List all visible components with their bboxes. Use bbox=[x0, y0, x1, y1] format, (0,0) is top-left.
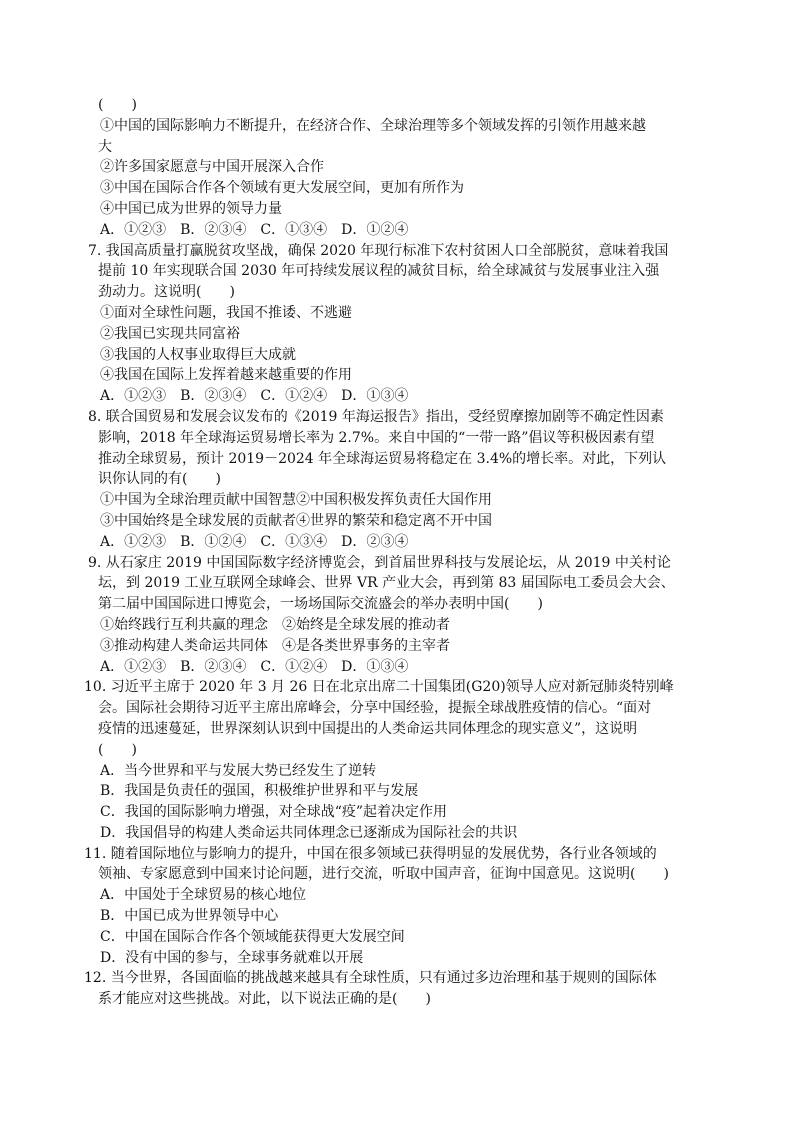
question-stem-line: 会。国际社会期待习近平主席出席峰会，分享中国经验，提振全球战胜疫情的信心。“面对 bbox=[98, 700, 652, 717]
statements-3-4: ③中国始终是全球发展的贡献者④世界的繁荣和稳定离不开中国 bbox=[100, 512, 492, 529]
question-10 bbox=[84, 677, 728, 843]
options: A．①②③ B．①②④ C．①③④ D．②③④ bbox=[100, 533, 409, 550]
question-11 bbox=[84, 844, 728, 969]
options: A．①②③ B．②③④ C．①③④ D．①②④ bbox=[100, 221, 409, 238]
question-6 bbox=[98, 95, 728, 241]
question-stem-line: 疫情的迅速蔓延，世界深刻认识到中国提出的人类命运共同体理念的现实意义”，这说明 bbox=[98, 720, 638, 737]
statements-1-2: ①始终践行互利共赢的理念 ②始终是全球发展的推动者 bbox=[100, 616, 450, 633]
question-stem-line: 提前 10 年实现联合国 2030 年可持续发展议程的减贫目标，给全球减贫与发展事业注入强 bbox=[98, 263, 660, 280]
options: A．①②③ B．②③④ C．①②④ D．①③④ bbox=[100, 388, 409, 405]
question-stem-line: 系才能应对这些挑战。对此，以下说法正确的是( ) bbox=[98, 991, 431, 1008]
question-stem: 8. 联合国贸易和发展会议发布的《2019 年海运报告》指出，受经贸摩擦加剧等不确定性因素 bbox=[88, 408, 664, 425]
question-12 bbox=[84, 968, 728, 1010]
option-d: D．我国倡导的构建人类命运共同体理念已逐渐成为国际社会的共识 bbox=[100, 824, 518, 841]
statement-1: ①中国的国际影响力不断提升，在经济合作、全球治理等多个领域发挥的引领作用越来越 bbox=[100, 117, 646, 134]
question-9 bbox=[88, 553, 728, 678]
answer-bracket: ( ) bbox=[98, 741, 137, 758]
statements-3-4: ③推动构建人类命运共同体 ④是各类世界事务的主宰者 bbox=[100, 637, 450, 654]
question-stem-line: 领袖、专家愿意到中国来讨论问题，进行交流，听取中国声音，征询中国意见。这说明( ) bbox=[98, 866, 669, 883]
question-7 bbox=[88, 241, 728, 407]
question-stem: 7. 我国高质量打赢脱贫攻坚战，确保 2020 年现行标准下农村贫困人口全部脱贫，意味着我国 bbox=[88, 242, 669, 259]
question-stem-line: 劲动力。这说明( ) bbox=[98, 284, 235, 301]
question-stem: 9. 从石家庄 2019 中国国际数字经济博览会，到首届世界科技与发展论坛，从 2019 中关村论 bbox=[88, 554, 671, 571]
statement-3: ③中国在国际合作各个领域有更大发展空间，更加有所作为 bbox=[100, 180, 464, 197]
question-stem-line: 第二届中国国际进口博览会，一场场国际交流盛会的举办表明中国( ) bbox=[98, 596, 543, 613]
options: A．①②③ B．②③④ C．①②④ D．①③④ bbox=[100, 658, 409, 675]
statements-1-2: ①中国为全球治理贡献中国智慧②中国积极发挥负责任大国作用 bbox=[100, 492, 492, 509]
option-d: D．没有中国的参与，全球事务就难以开展 bbox=[100, 949, 364, 966]
option-b: B．中国已成为世界领导中心 bbox=[100, 908, 279, 925]
question-stem-line: 影响，2018 年全球海运贸易增长率为 2.7%。来自中国的“一带一路”倡议等积极因素有望 bbox=[98, 429, 655, 446]
statement-1: ①面对全球性问题，我国不推诿、不逃避 bbox=[100, 304, 352, 321]
option-b: B．我国是负责任的强国，积极维护世界和平与发展 bbox=[100, 783, 419, 800]
question-8 bbox=[88, 407, 728, 553]
question-stem-line: 识你认同的有( ) bbox=[98, 471, 221, 488]
question-stem: 11. 随着国际地位与影响力的提升，中国在很多领域已获得明显的发展优势，各行业各领域的 bbox=[84, 845, 657, 862]
statement-3: ③我国的人权事业取得巨大成就 bbox=[100, 346, 296, 363]
option-a: A．中国处于全球贸易的核心地位 bbox=[100, 887, 307, 904]
option-a: A．当今世界和平与发展大势已经发生了逆转 bbox=[100, 762, 377, 779]
statement-2: ②许多国家愿意与中国开展深入合作 bbox=[100, 159, 324, 176]
option-c: C．中国在国际合作各个领域能获得更大发展空间 bbox=[100, 928, 405, 945]
statement-4: ④中国已成为世界的领导力量 bbox=[100, 200, 282, 217]
question-stem-line: 坛，到 2019 工业互联网全球峰会、世界 VR 产业大会，再到第 83 届国际电工委员会大会、 bbox=[98, 575, 675, 592]
document-page bbox=[84, 95, 728, 1010]
question-stem: 10. 习近平主席于 2020 年 3 月 26 日在北京出席二十国集团(G20)领导人应对新冠肺炎特别峰 bbox=[84, 679, 674, 696]
question-stem: 12. 当今世界，各国面临的挑战越来越具有全球性质，只有通过多边治理和基于规则的国际体 bbox=[84, 970, 657, 987]
option-c: C．我国的国际影响力增强，对全球战“疫”起着决定作用 bbox=[100, 804, 448, 821]
statement-1-continued: 大 bbox=[98, 138, 112, 155]
question-stem-line: 推动全球贸易，预计 2019－2024 年全球海运贸易将稳定在 3.4%的增长率。对此，下列认 bbox=[98, 450, 667, 467]
answer-bracket: ( ) bbox=[98, 97, 137, 113]
statement-4: ④我国在国际上发挥着越来越重要的作用 bbox=[100, 367, 352, 384]
statement-2: ②我国已实现共同富裕 bbox=[100, 325, 240, 342]
